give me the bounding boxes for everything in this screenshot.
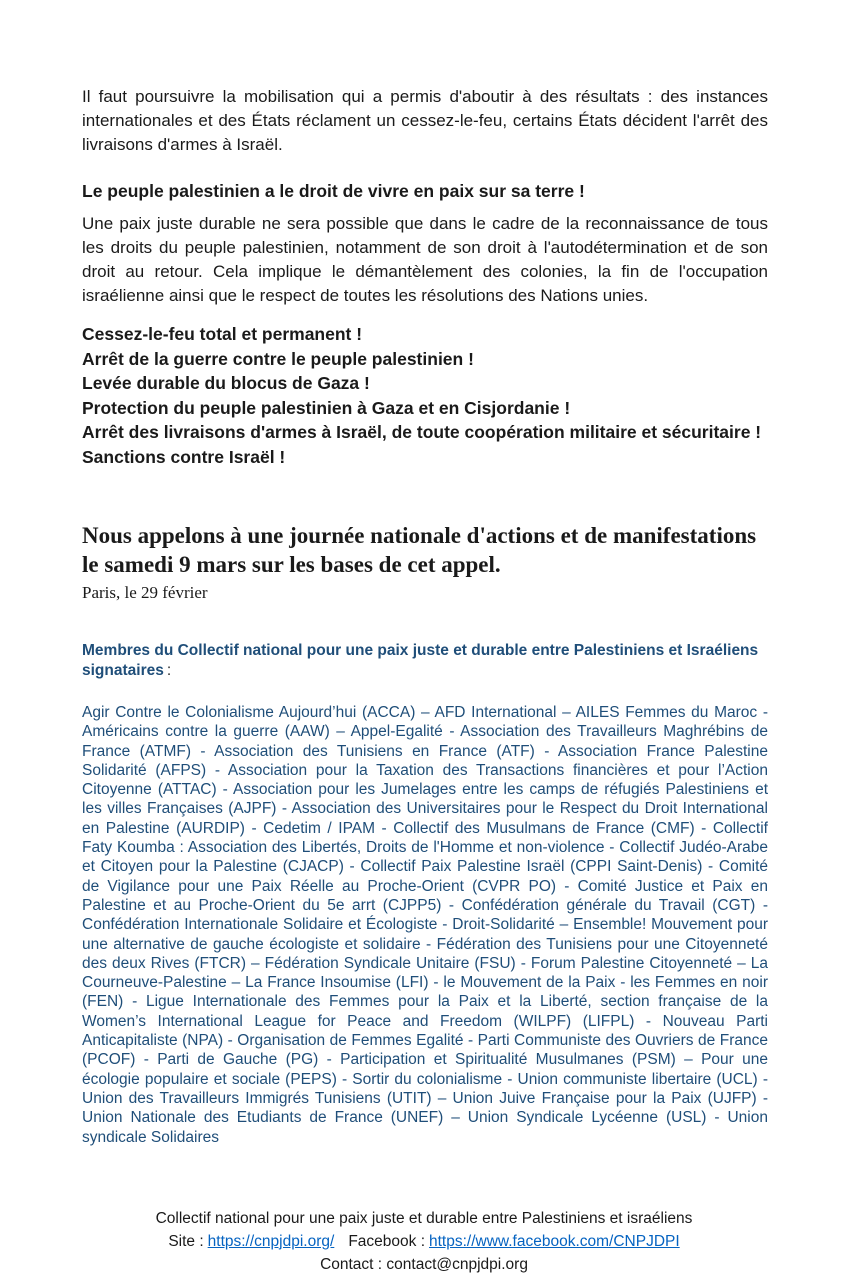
demand-ceasefire: Cessez-le-feu total et permanent ! xyxy=(82,324,363,344)
footer-links-line xyxy=(0,1230,848,1253)
demand-sanctions: Sanctions contre Israël ! xyxy=(82,446,286,467)
demand-protection: Protection du peuple palestinien à Gaza et en Cisjordanie ! xyxy=(82,397,571,418)
peace-conditions-paragraph: Une paix juste durable ne sera possible que dans le cadre de la reconnaissance de tous les droits du peuple palestinien, notamment de son droit à l'autodétermination et de son droit au retour. Cela implique le démantèlement des colonies, la fin de l'occupation israélienne ainsi que le respect de toutes les résolutions des Nations unies. xyxy=(82,214,768,305)
site-link[interactable]: https://cnpjdpi.org/ xyxy=(207,1232,335,1250)
demands-list xyxy=(82,322,768,469)
headline-right-to-peace: Le peuple palestinien a le droit de vivre en paix sur sa terre ! xyxy=(82,181,585,201)
demand-lift-blockade: Levée durable du blocus de Gaza ! xyxy=(82,373,370,393)
dateline: Paris, le 29 février xyxy=(82,583,208,602)
footer-org-name: Collectif national pour une paix juste et durable entre Palestiniens et israéliens xyxy=(155,1209,693,1227)
page-footer xyxy=(0,1207,848,1276)
demand-stop-arms: Arrêt des livraisons d'armes à Israël, de toute coopération militaire et sécuritaire ! xyxy=(82,422,762,442)
footer-contact: Contact : contact@cnpjdpi.org xyxy=(320,1255,528,1273)
signatories-list: Agir Contre le Colonialisme Aujourd’hui (ACCA) – AFD International – AILES Femmes du Maroc - Américains contre la guerre (AAW) – Appel-Egalité - Association des Travailleurs Maghrébins de France (ATMF) - Association des Tunisiens en France (ATF) - Association France Palestine Solidarité (AFPS) - Association pour la Taxation des Transactions financières et pour l’Action Citoyenne (ATTAC) - Association pour les Jumelages entre les camps de réfugiés Palestiniens et les villes Françaises (AJPF) - Association des Universitaires pour le Respect du Droit International en Palestine (AURDIP) - Cedetim / IPAM - Collectif des Musulmans de France (CMF) - Collectif Faty Koumba : Association des Libertés, Droits de l'Homme et non-violence - Collectif Judéo-Arabe et Citoyen pour la Palestine (CJACP) - Collectif Paix Palestine Israël (CPPI Saint-Denis) - Comité de Vigilance pour une Paix Réelle au Proche-Orient (CVPR PO) - Comité Justice et Paix en Palestine et au Proche-Orient du 5e arrt (CJPP5) - Confédération générale du Travail (CGT) - Confédération Internationale Solidaire et Écologiste - Droit-Solidarité – Ensemble! Mouvement pour une alternative de gauche écologiste et solidaire - Fédération des Tunisiens pour une Citoyenneté des deux Rives (FTCR) – Fédération Syndicale Unitaire (FSU) - Forum Palestine Citoyenneté – La Courneuve-Palestine – La France Insoumise (LFI) - le Mouvement de la Paix - les Femmes en noir (FEN) - Ligue Internationale des Femmes pour la Paix et la Liberté, section française de la Women’s International League for Peace and Freedom (WILPF) (LIFPL) - Nouveau Parti Anticapitaliste (NPA) - Organisation de Femmes Egalité - Parti Communiste des Ouvriers de France (PCOF) - Parti de Gauche (PG) - Participation et Spiritualité Musulmanes (PSM) – Pour une écologie populaire et sociale (PEPS) - Sortir du colonialisme - Union communiste libertaire (UCL) - Union des Travailleurs Immigrés Tunisiens (UTIT) – Union Juive Française pour la Paix (UJFP) -Union Nationale des Etudiants de France (UNEF) – Union Syndicale Lycéenne (USL) - Union syndicale Solidaires xyxy=(82,704,768,1146)
intro-paragraph: Il faut poursuivre la mobilisation qui a permis d'aboutir à des résultats : des instances internationales et des États réclament un cessez-le-feu, certains États décident l'arrêt des livraisons d'armes à Israël. xyxy=(82,87,768,154)
facebook-link[interactable]: https://www.facebook.com/CNPJDPI xyxy=(429,1232,680,1250)
site-label: Site : xyxy=(168,1232,204,1250)
signatories-heading xyxy=(82,641,768,681)
signatories-heading-text: Membres du Collectif national pour une paix juste et durable entre Palestiniens et Israéliens signataires xyxy=(82,642,759,679)
facebook-label: Facebook : xyxy=(348,1232,425,1250)
demand-end-war: Arrêt de la guerre contre le peuple palestinien ! xyxy=(82,348,474,369)
signatories-heading-colon: : xyxy=(166,662,172,679)
call-to-action-heading: Nous appelons à une journée nationale d'actions et de manifestations le samedi 9 mars sur les bases de cet appel. xyxy=(82,523,757,577)
